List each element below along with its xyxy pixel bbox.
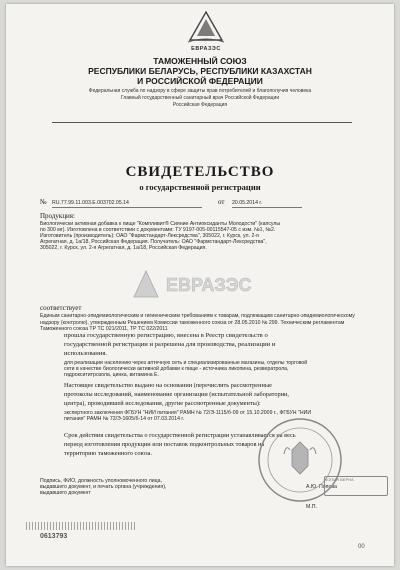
eaeu-emblem-icon xyxy=(186,10,226,46)
product-label: Продукция: xyxy=(40,212,75,220)
number-label: № xyxy=(40,198,47,206)
basis-line-1: Настоящее свидетельство выдано на основании (перечислить рассмотренные xyxy=(64,382,272,389)
date-label: от xyxy=(218,198,225,206)
basis-line-2: протоколы исследований, наименование организации (испытательной лаборатории, xyxy=(64,391,289,398)
authority-line-1: Федеральная служба по надзору в сфере защиты прав потребителей и благополучия человека xyxy=(88,88,312,94)
header-line-2: РЕСПУБЛИКИ БЕЛАРУСЬ, РЕСПУБЛИКИ КАЗАХСТАН xyxy=(88,66,312,76)
expert-line-1: экспертного заключения ФГБУН "НИИ питания" РАМН № 72/Э-1115/б-09 от 15.10.2009 г., ФГБУН "НИИ xyxy=(64,410,312,416)
authority-line-3: Российская Федерация xyxy=(172,102,228,108)
product-line-2: по 300 мг). Изготовлена в соответствии с документами: ТУ 9197-005-00115547-05 с изм. №1, №2. xyxy=(40,227,276,233)
validity-line-3: территорию таможенного союза. xyxy=(64,450,153,457)
watermark-text: ЕВРАЗЭС xyxy=(166,275,252,295)
scope-line-3: гидроксититрозола, цинка, витамина E. xyxy=(64,372,159,378)
certificate-page xyxy=(6,4,394,566)
signatory-name: А.Ю. Попова xyxy=(306,484,337,490)
product-line-3: Изготовитель (производитель): ОАО "Фармстандарт-Лексредства", 305022, г. Курск, ул. 2-я xyxy=(40,233,259,239)
emblem-caption: ЕВРАЗЭС xyxy=(191,46,221,52)
validity-line-2: период изготовления продукции или поставок подконтрольных товаров на xyxy=(64,441,265,448)
header-divider xyxy=(52,122,352,123)
eaeu-watermark xyxy=(126,263,266,303)
product-line-5: 305022, г. Курск, ул. 2-я Агрегатная, д. 1а/18, Российская Федерация. xyxy=(40,245,207,251)
basis-line-3: центра), проводившей исследования, другие рассмотренные документы): xyxy=(64,400,261,407)
conformity-label: соответствует xyxy=(40,304,82,312)
header-line-1: ТАМОЖЕННЫЙ СОЮЗ xyxy=(153,56,247,66)
scope-line-1: для реализации населению через аптечную сеть и специализированные магазины, отделы торговой xyxy=(64,360,308,366)
conformity-text: Единым санитарно-эпидемиологическим и гигиеническим требованиям к товарам, подлежащим санитарно-эпидемиологическому надзору (контролю), утвержденным Решением Комиссии таможенного союза от 28.05.2010 № 299. Техническим регламентам Таможенного союза ТР ТС 021/2011, ТР ТС 022/2011 xyxy=(40,313,355,332)
header-line-3: И РОССИЙСКОЙ ФЕДЕРАЦИИ xyxy=(137,76,263,86)
registration-line-3: использования. xyxy=(64,350,108,357)
copy-stamp-text: КОПИЯ ВЕРНА xyxy=(325,477,354,482)
mp-label: М.П. xyxy=(306,504,317,510)
doc-subtitle: о государственной регистрации xyxy=(139,182,261,192)
expert-line-2: питания" РАМН № 72/Э-1605/б-14 от 07.03.2014 г. xyxy=(64,416,185,422)
certificate-number: RU.77.99.11.003.Е.003702.05.14 xyxy=(52,200,202,208)
authority-line-2: Главный государственный санитарный врач Российской Федерации xyxy=(120,95,280,101)
serial-number: 0613793 xyxy=(40,533,68,540)
doc-title: СВИДЕТЕЛЬСТВО xyxy=(125,164,275,180)
bottom-pattern xyxy=(26,522,136,530)
registration-line-1: прошла государственную регистрацию, внесена в Реестр свидетельств о xyxy=(64,332,268,339)
signature-caption-3: выдавшего документ xyxy=(40,490,91,496)
validity-line-1: Срок действия свидетельства о государственной регистрации устанавливается на весь xyxy=(64,432,296,439)
page-corner-mark: 00 xyxy=(358,544,365,550)
certificate-date: 20.05.2014 г. xyxy=(232,200,302,208)
product-line-1: Биологически активная добавка к пище "Компливит® Сияние Антиоксиданты Молодости" (капсулы xyxy=(40,221,281,227)
scope-line-2: сети в качестве биологически активной добавки к пище - источника ликопина, резвератрола, xyxy=(64,366,289,372)
product-line-4: Агрегатная, д. 1а/18, Российская Федерация. Получатель: ОАО "Фармстандарт-Лексредства", xyxy=(40,239,267,245)
copy-stamp xyxy=(324,476,388,496)
signature-caption-1: Подпись, ФИО, должность уполномоченного лица, xyxy=(40,478,162,484)
registration-line-2: государственной регистрации и разрешена для производства, реализации и xyxy=(64,341,276,348)
signature-caption-2: выдавшего документ, и печать органа (учреждения), xyxy=(40,484,167,490)
